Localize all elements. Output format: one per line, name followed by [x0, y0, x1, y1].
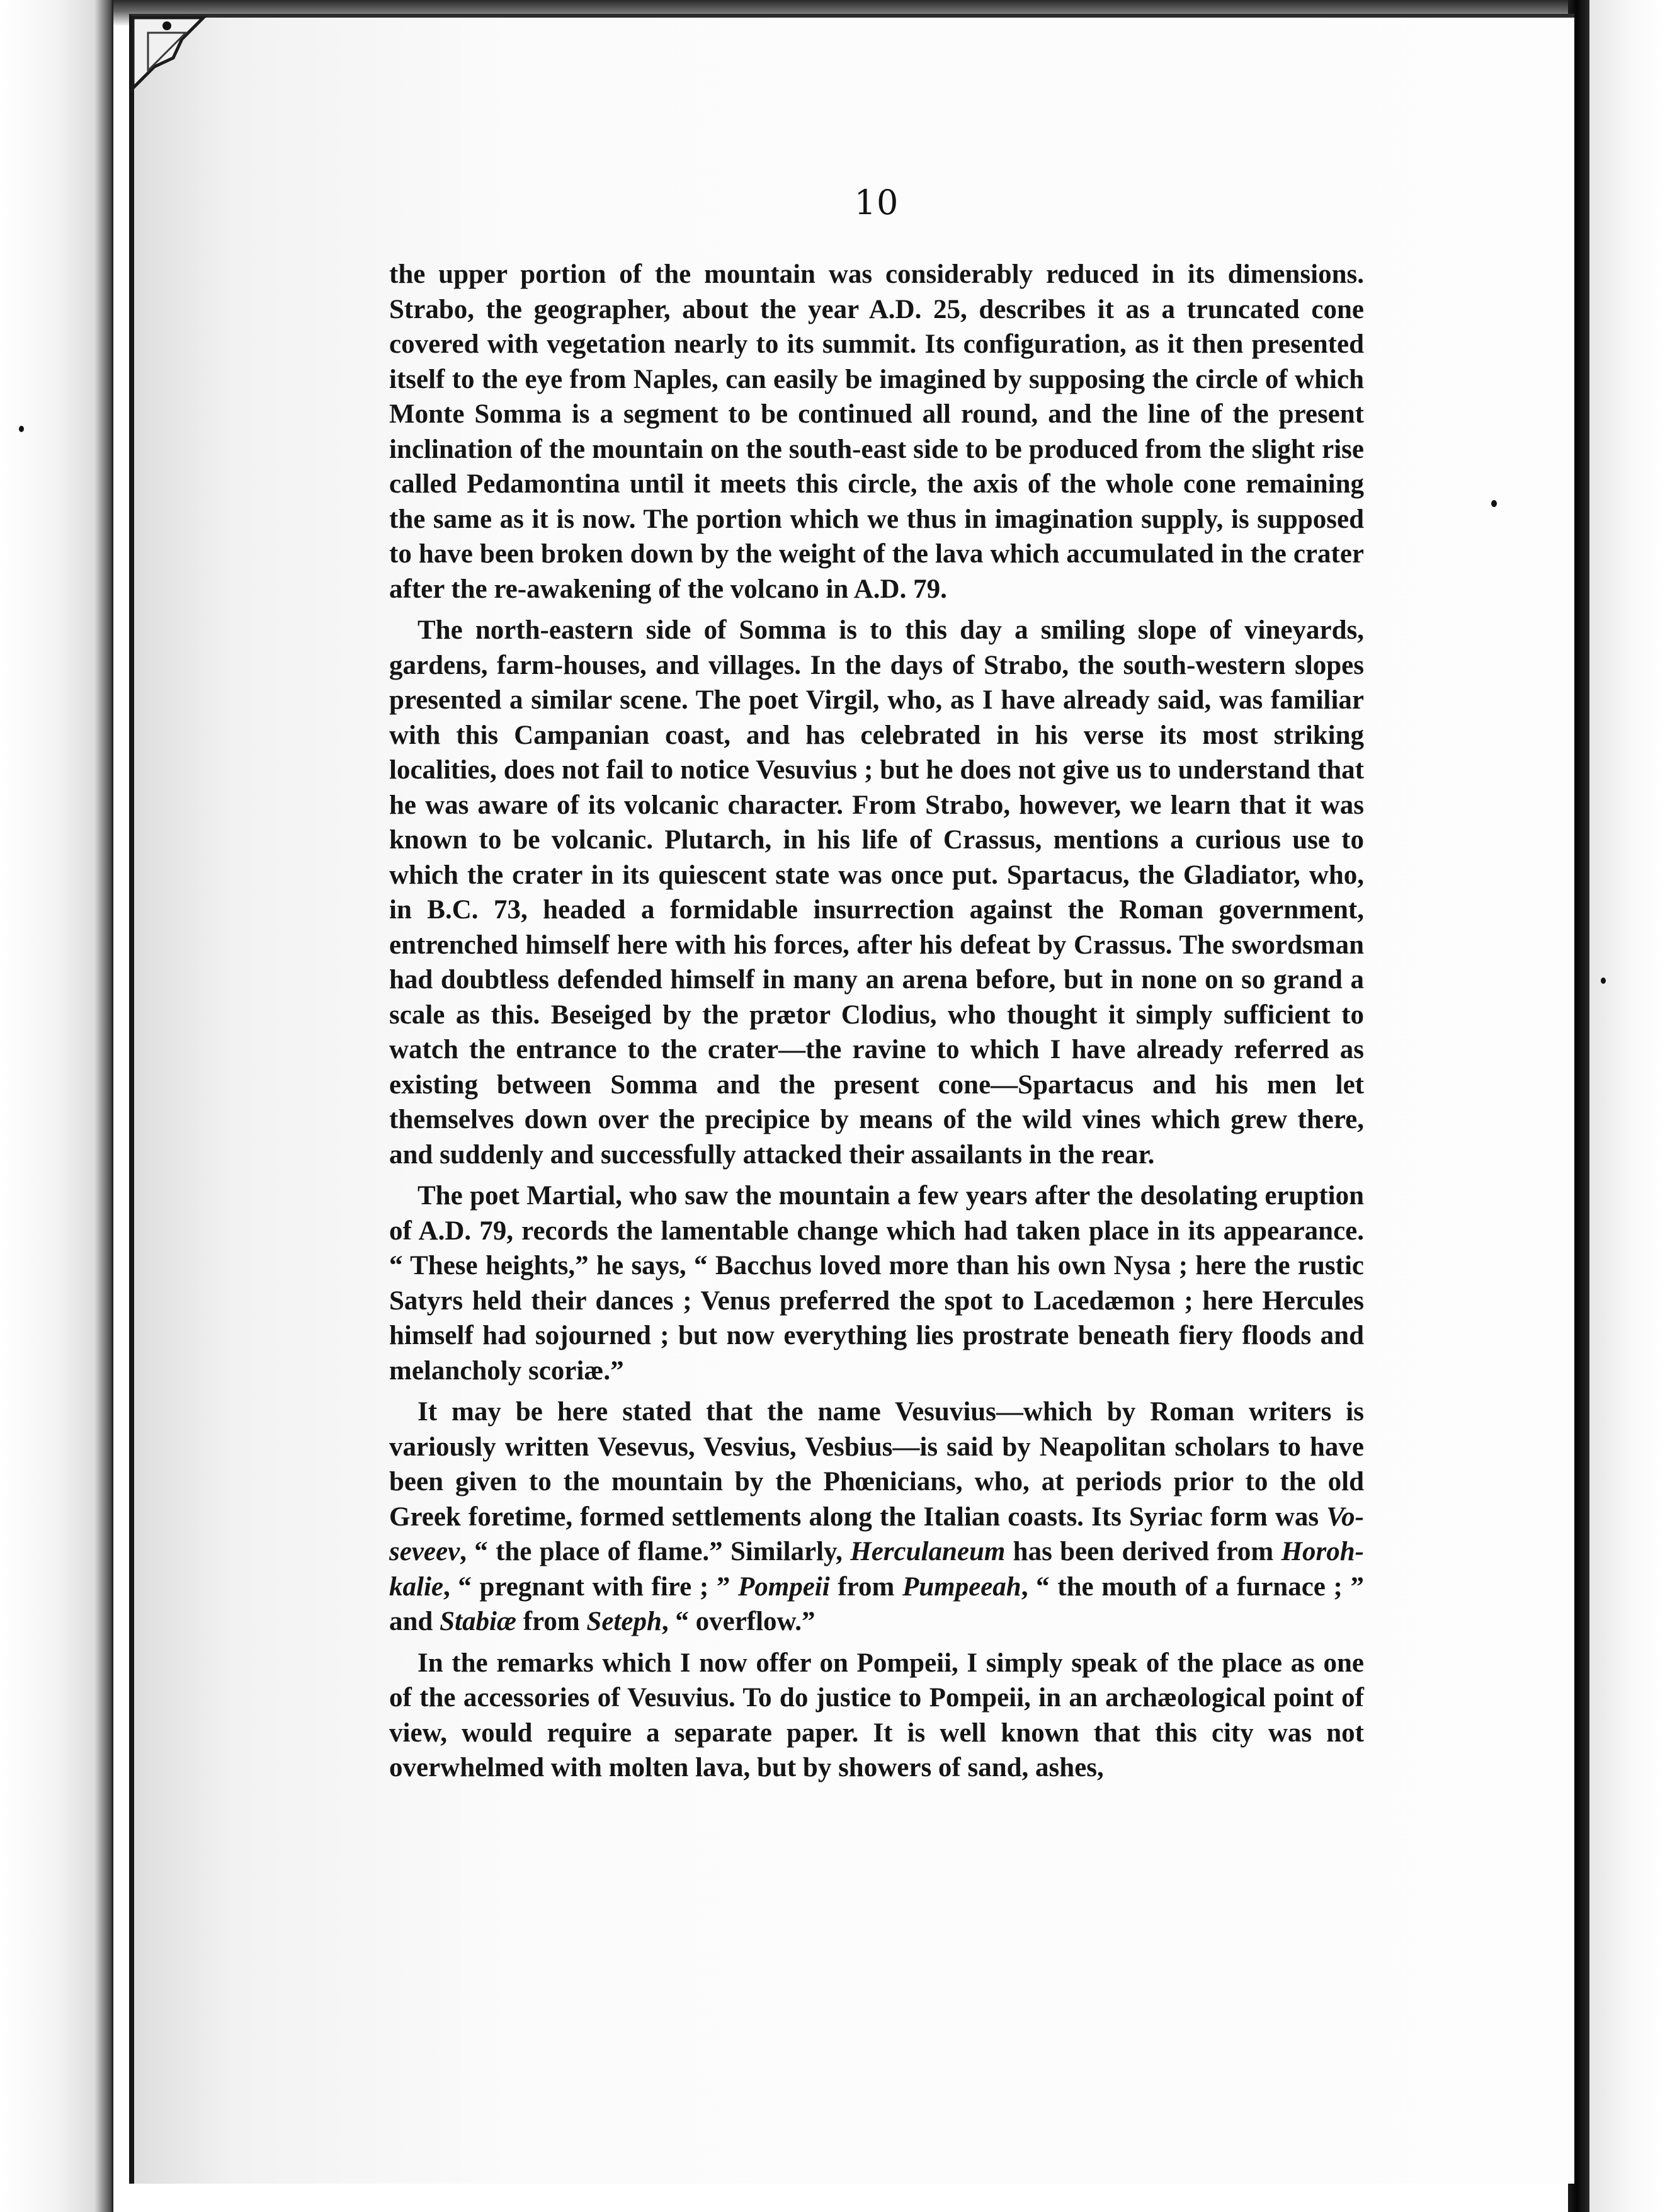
paragraph [389, 1178, 1364, 1388]
paragraph-text: from [516, 1607, 587, 1636]
paragraph-text: has been derived from [1005, 1537, 1281, 1566]
italic-term: Vo-seveev [389, 1502, 1364, 1566]
adjacent-page-edge [1589, 0, 1665, 2212]
paragraph [389, 1646, 1364, 1786]
left-margin-shadow [0, 0, 113, 2212]
paragraph-text: , “ the mouth of a furnace ; ” and [389, 1571, 1365, 1636]
paragraph-text: , “ pregnant with fire ; ” [443, 1571, 738, 1602]
italic-term: Seteph [586, 1607, 662, 1636]
paragraph-text: the upper portion of the mountain was considerably reduced in its dimensions. Strabo, the geographer, about the year A.D. 25, describes it as a truncated cone covered with vegetation nearly to its summit. Its configuration, as it then presented itself to the eye from Naples, can easily be imagined by supposing the circle of which Monte Somma is a segment to be continued all round, and the line of the present inclination of the mountain on the south-east side to be produced from the slight rise called Pedamontina until it meets this circle, the axis of the whole cone remaining the same as it is now. The portion which we thus in imagination supply, is supposed to have been broken down by the weight of the lava which accumulated in the crater after the re-awakening of the volcano in A.D. 79. [389, 259, 1364, 604]
body-text [389, 257, 1364, 1792]
paragraph-text: The poet Martial, who saw the mountain a few years after the desolating eruption of A.D. 79, records the lamentable change which had taken place in its appearance. “ These heights,” he says, “ Bacchus loved more than his own Nysa ; here the rustic Satyrs held their dances ; Venus preferred the spot to Lacedæmon ; here Hercules himself had sojourned ; but now everything lies prostrate beneath fiery floods and melancholy scoriæ.” [389, 1181, 1364, 1386]
page-number: 10 [854, 183, 899, 222]
paragraph-text: from [829, 1571, 902, 1602]
italic-term: Pompeii [738, 1571, 830, 1602]
speck-mark [162, 21, 171, 30]
paragraph-text: The north-eastern side of Somma is to this day a smiling slope of vineyards, gardens, farm-houses, and villages. In the days of Strabo, the south-western slopes presented a similar scene. The poet Virgil, who, as I have already said, was familiar with this Campanian coast, and has celebrated in his verse its most striking localities, does not fail to notice Vesuvius ; but he does not give us to understand that he was aware of its volcanic character. From Strabo, however, we learn that it was known to be volcanic. Plutarch, in his life of Crassus, mentions a curious use to which the crater in its quiescent state was once put. Spartacus, the Gladiator, who, in B.C. 73, headed a formidable insurrection against the Roman government, entrenched himself here with his forces, after his defeat by Crassus. The swordsman had doubtless defended himself in many an arena before, but in none on so grand a scale as this. Beseiged by the prætor Clodius, who thought it simply sufficient to watch the entrance to the crater—the ravine to which I have already referred as existing between Somma and the present cone—Spartacus and his men let themselves down over the precipice by means of the wild vines which grew there, and suddenly and successfully attacked their assailants in the rear. [389, 615, 1364, 1170]
italic-term: Pumpeeah [902, 1571, 1021, 1602]
speck-mark [19, 426, 24, 432]
italic-term: Herculaneum [850, 1537, 1006, 1566]
paragraph-text: , “ overflow.” [661, 1607, 815, 1636]
paragraph-text: It may be here stated that the name Vesuvius—which by Roman writers is variously written Vesevus, Vesvius, Vesbius—is said by Neapolitan scholars to have been given to the mountain by the Phœnicians, who, at periods prior to the old Greek foretime, formed settlements along the Italian coasts. Its Syriac form was [389, 1397, 1364, 1532]
paragraph [389, 257, 1364, 607]
folded-corner [129, 14, 217, 102]
italic-term: Stabiæ [440, 1607, 516, 1636]
speck-mark [1601, 978, 1606, 984]
speck-mark [1491, 500, 1497, 507]
paragraph [389, 1394, 1364, 1639]
italic-term: Horoh-kalie [389, 1537, 1364, 1602]
paragraph-text: In the remarks which I now offer on Pompeii, I simply speak of the place as one of the accessories of Vesuvius. To do justice to Pompeii, in an archæological point of view, would require a separate paper. It is well known that this city was not overwhelmed with molten lava, but by showers of sand, ashes, [389, 1648, 1364, 1782]
paragraph [389, 613, 1364, 1172]
paragraph-text: , “ the place of flame.” Similarly, [460, 1537, 851, 1566]
